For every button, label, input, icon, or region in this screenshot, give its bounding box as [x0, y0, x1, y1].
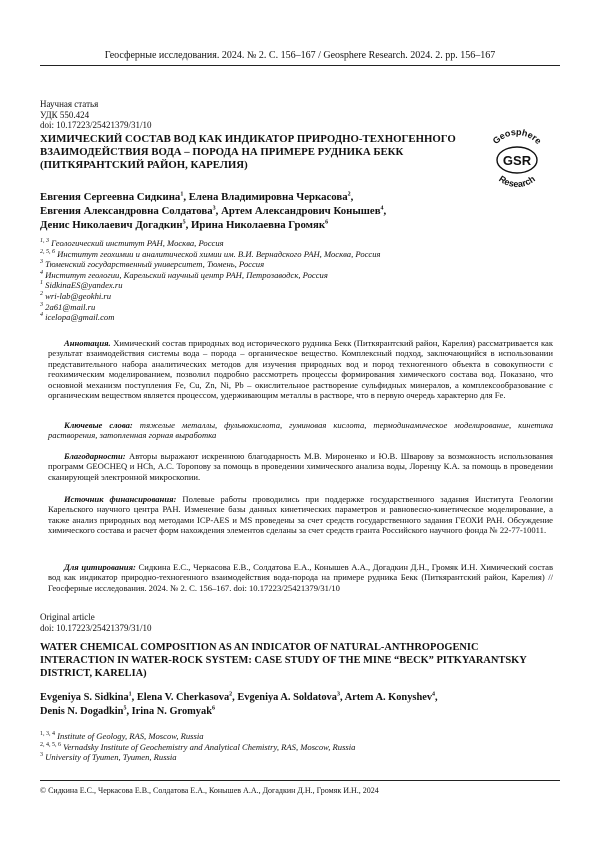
copyright-footer: © Сидкина Е.С., Черкасова Е.В., Солдатова Е.А., Конышев А.А., Догадкин Д.Н., Громяк И.Н., 2024 — [40, 786, 379, 795]
article-title-ru: ХИМИЧЕСКИЙ СОСТАВ ВОД КАК ИНДИКАТОР ПРИРОДНО-ТЕХНОГЕННОГО ВЗАИМОДЕЙСТВИЯ ВОДА – ПОРОДА НА ПРИМЕРЕ РУДНИКА БЕКК (ПИТКЯРАНТСКИЙ РАЙОН, КАРЕЛИЯ) — [40, 133, 456, 172]
affiliation-item: $^4$ Институт геологии, Карельский научный центр РАН, Петрозаводск, Россия — [40, 269, 328, 280]
author-sup: 3 — [212, 205, 216, 212]
author-ru: Евгения Александровна Солдатова — [40, 205, 213, 217]
logo-mid-text: GSR — [502, 153, 532, 168]
abstract-text: Химический состав природных вод исторического рудника Бекк (Питкярантский район, Карелия) рассматривается как результат взаимодействия системы вода – порода – органическое вещество. Комплексный подход, заключающийся в использовании представительного набора аналитических методов для изучения природных вод и пород техногенного объекта в совокупности с геохимическим моделированием, позволил подробно рассмотреть процессы формирования химического состава вод. Показано, что основной механизм поступления Fe, Cu, Zn, Ni, Pb – окислительное растворение сульфидных минералов, а комплексообразование с органическим веществом является процессом, удерживающим металлы в растворе, что в первую очередь характерно для Fe. — [48, 338, 553, 401]
acknowledgments — [48, 451, 553, 482]
authors-ru: Евгения Сергеевна Сидкина$^1$, Елена Владимировна Черкасова$^2$, Евгения Александровна Солдатова$^3$, Артем Александрович Конышев$^4$, Денис Николаевич Догадкин$^5$, Ирина Николаевна Громяк$^6$ — [40, 191, 387, 231]
svg-text:Research — [497, 174, 537, 189]
author-en: Irina N. Gromyak — [131, 705, 212, 717]
authors-en: Evgeniya S. Sidkina$^1$, Elena V. Cherkasova$^2$, Evgeniya A. Soldatova$^3$, Artem A. Konyshev$^4$, Denis N. Dogadkin$^5$, Irina N. Gromyak$^6$ — [40, 691, 438, 717]
author-sup: 6 — [325, 219, 329, 226]
email-link[interactable]: SidkinaES@yandex.ru — [45, 280, 123, 291]
affiliations-en — [40, 731, 540, 763]
email-item: $^2$ wri-lab@geokhi.ru — [40, 290, 112, 301]
keywords-text: тяжелые металлы, фульвокислота, гуминовая кислота, термодинамическое моделирование, кинетика растворения, затопленная горная выработка — [48, 420, 554, 441]
affiliation-item-en: $^3$ University of Tyumen, Tyumen, Russia — [40, 752, 177, 763]
udc-code: УДК 550.424 — [40, 109, 90, 120]
citation-label: Для цитирования: — [64, 562, 136, 572]
author-ru: Елена Владимировна Черкасова — [188, 191, 348, 203]
email-item: $^3$ 2a61@mail.ru — [40, 301, 96, 312]
doi-link-en[interactable]: doi: 10.17223/25421379/31/10 — [40, 622, 152, 633]
author-ru: Евгения Сергеевна Сидкина — [40, 191, 181, 203]
svg-text:Geosphere — [491, 128, 544, 146]
citation — [48, 562, 553, 593]
funding-label: Источник финансирования: — [64, 494, 177, 504]
article-meta-en — [40, 612, 152, 633]
author-en: Evgeniya A. Soldatova — [237, 692, 337, 703]
keywords — [48, 420, 553, 441]
author-en: Elena V. Cherkasova — [136, 692, 230, 703]
keywords-label: Ключевые слова: — [64, 420, 133, 430]
logo-top-text: Geosphere — [490, 128, 544, 147]
running-header: Геосферные исследования. 2024. № 2. С. 156–167 / Geosphere Research. 2024. 2. pp. 156–167 — [104, 50, 496, 61]
affiliation-item: $^{2, 5, 6}$ Институт геохимии и аналитической химии им. В.И. Вернадского РАН, Москва, Россия — [40, 248, 381, 259]
email-item: $^1$ SidkinaES@yandex.ru — [40, 280, 123, 291]
email-link[interactable]: wri-lab@geokhi.ru — [45, 290, 112, 301]
acknowledgments-label: Благодарности: — [64, 451, 126, 461]
author-en: Artem A. Konyshev — [344, 692, 433, 703]
author-sup: 4 — [380, 205, 384, 212]
acknowledgments-text: Авторы выражают искреннюю благодарность М.В. Мироненко и Ю.В. Шварову за возможность использования программ GEOCHEQ и HCh, А.С. Торопову за помощь в проведении химического анализа воды, Лоренцу К.А. за помощь в проведении сканирующей электронной микроскопии. — [48, 451, 553, 482]
article-title-en: WATER CHEMICAL COMPOSITION AS AN INDICATOR OF NATURAL-ANTHROPOGENIC INTERACTION IN WATER-ROCK SYSTEM: CASE STUDY OF THE MINE “BECK” PITKYARANTSKY DISTRICT, KARELIA) — [40, 642, 527, 679]
affiliation-item: $^3$ Тюменский государственный университет, Тюмень, Россия — [40, 259, 265, 270]
email-link[interactable]: 2a61@mail.ru — [45, 301, 96, 312]
footer-divider — [40, 780, 560, 781]
affiliation-item-en: $^{1, 3, 4}$ Institute of Geology, RAS, Moscow, Russia — [40, 731, 204, 741]
header-divider — [40, 65, 560, 66]
article-meta — [40, 99, 152, 131]
affiliation-item-en: $^{2, 4, 5, 6}$ Vernadsky Institute of Geochemistry and Analytical Chemistry, RAS, Moscow, Russia — [40, 741, 356, 752]
citation-text: Сидкина Е.С., Черкасова Е.В., Солдатова Е.А., Конышев А.А., Догадкин Д.Н., Громяк И.Н. Химический состав вод как индикатор природно-техногенного взаимодействия вода-порода на примере рудника Бекк (Питкярантский район, Карелия) // Геосферные исследования. 2024. № 2. С. 156–167. doi: 10.17223/25421379/31/10 — [48, 562, 554, 593]
email-link[interactable]: icelopa@gmail.com — [45, 312, 115, 323]
abstract — [48, 338, 553, 400]
article-type-en: Original article — [40, 612, 95, 622]
doi-link[interactable]: doi: 10.17223/25421379/31/10 — [40, 120, 152, 130]
funding-text: Полевые работы проводились при поддержке государственного задания Института Геологии Карельского научного центра РАН. Изменение базы данных кинетических параметров и равновесно-кинетическое моделирование, а также анализ природных вод методами ICP-AES и MS проведены за счет средств государственного задания ГЕОХИ РАН. Обсуждение химического состава и расчет форм нахождения элементов сделаны за счет средств гранта Российского научного фонда № 22-77-10011. — [48, 494, 553, 536]
funding — [48, 494, 553, 536]
abstract-label: Аннотация. — [64, 338, 111, 348]
article-type: Научная статья — [40, 99, 99, 109]
email-item: $^4$ icelopa@gmail.com — [40, 312, 115, 323]
author-sup: 5 — [182, 219, 186, 226]
logo-bottom-text: Research — [497, 173, 537, 190]
author-sup: 1 — [180, 191, 184, 198]
author-en: Evgeniya S. Sidkina — [40, 692, 129, 703]
affiliation-item: $^{1, 3}$ Геологический институт РАН, Москва, Россия — [40, 238, 224, 248]
affiliations-ru — [40, 238, 520, 323]
author-ru: Артем Александрович Конышев — [221, 205, 381, 217]
author-sup: 2 — [347, 191, 351, 198]
author-en: Denis N. Dogadkin — [40, 705, 124, 717]
author-ru: Денис Николаевич Догадкин — [40, 219, 183, 231]
author-ru: Ирина Николаевна Громяк — [191, 219, 326, 231]
journal-logo — [482, 128, 552, 192]
